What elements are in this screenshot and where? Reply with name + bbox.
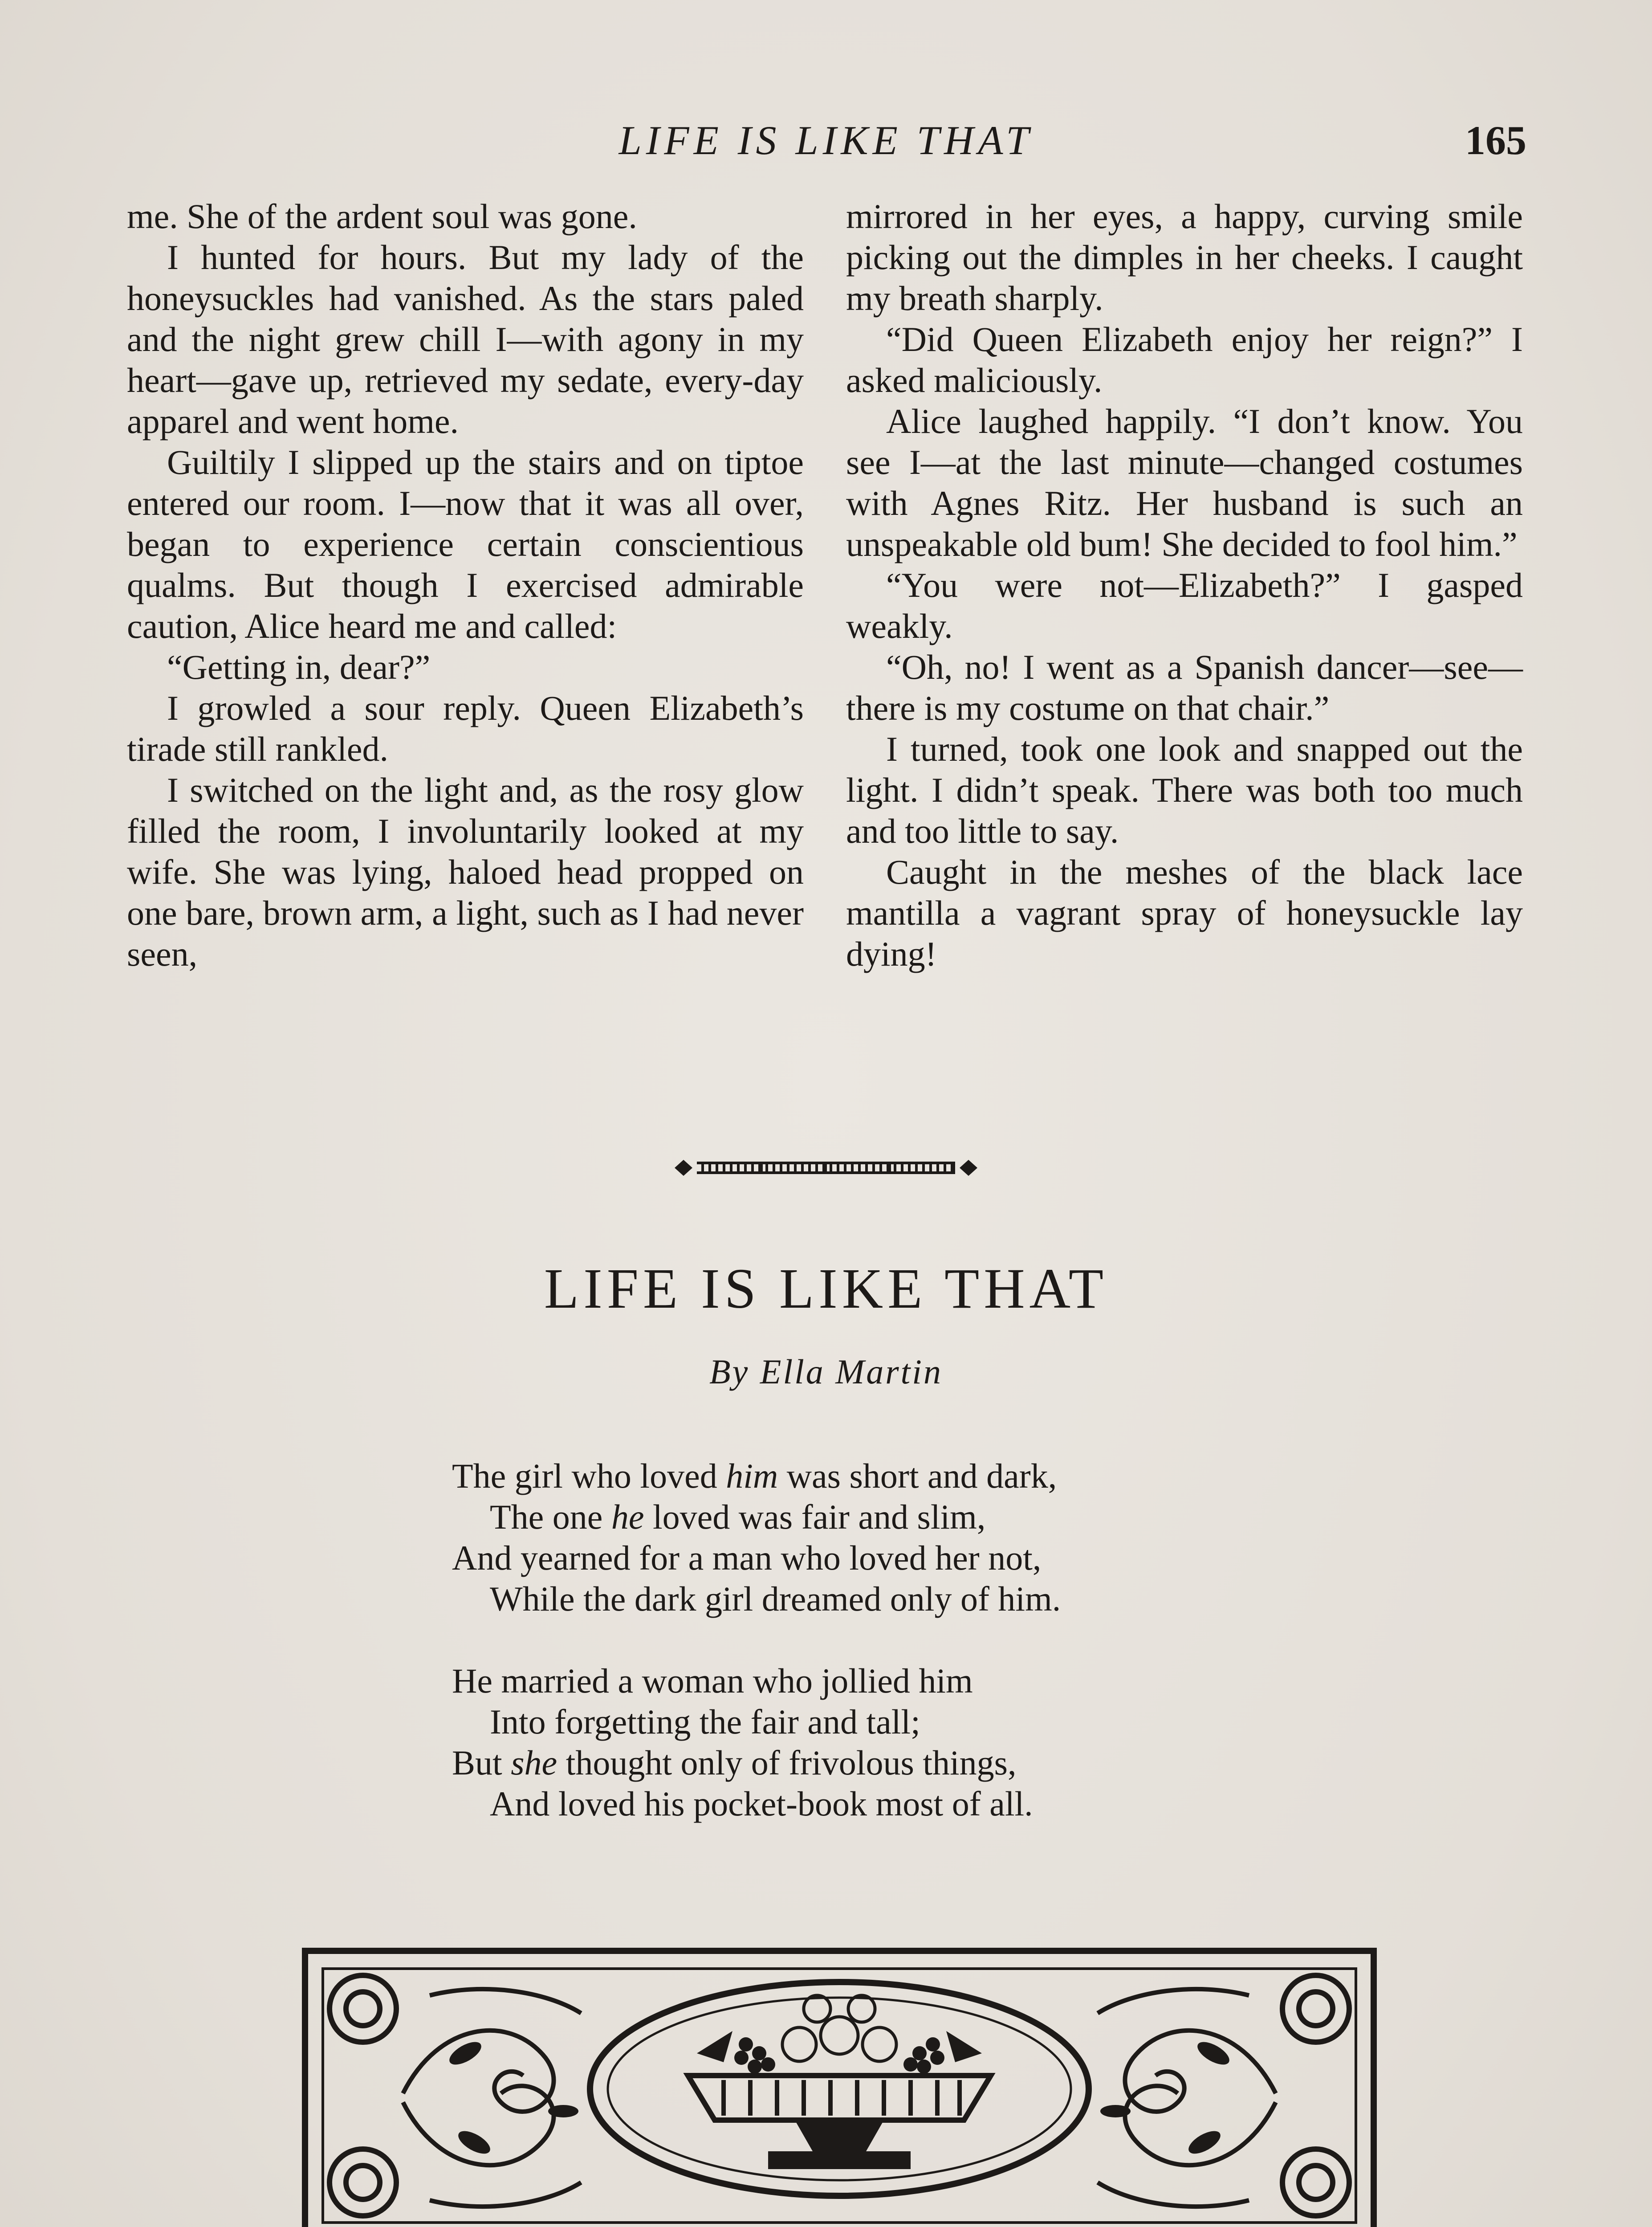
poem-stanza bbox=[452, 1660, 1298, 1824]
byline: By Ella Martin bbox=[709, 1352, 943, 1391]
poem-line: Into forgetting the fair and tall; bbox=[490, 1702, 920, 1741]
paragraph: “You were not—Elizabeth?” I gasped weakly. bbox=[846, 566, 1523, 645]
paragraph: I growled a sour reply. Queen Elizabeth’s tirade still rankled. bbox=[127, 689, 804, 768]
right-column bbox=[846, 196, 1523, 975]
paragraph: Alice laughed happily. “I don’t know. You see I—at the last minute—changed costumes with Agnes Ritz. Her husband is such an unspeakable old bum! She decided to fool him.” bbox=[846, 402, 1523, 563]
paragraph: “Did Queen Elizabeth enjoy her reign?” I asked maliciously. bbox=[846, 320, 1523, 400]
paragraph: “Oh, no! I went as a Spanish dancer—see—there is my costume on that chair.” bbox=[846, 648, 1523, 727]
paragraph: I turned, took one look and snapped out the light. I didn’t speak. There was both too much and too little to say. bbox=[846, 730, 1523, 850]
story-title: LIFE IS LIKE THAT bbox=[544, 1257, 1108, 1320]
paragraph: Caught in the meshes of the black lace mantilla a vagrant spray of honeysuckle lay dying! bbox=[846, 852, 1523, 973]
paragraph: I switched on the light and, as the rosy glow filled the room, I involuntarily looked at my wife. She was lying, haloed head propped on one bare, brown arm, a light, such as I had never seen, bbox=[127, 771, 804, 973]
paragraph: mirrored in her eyes, a happy, curving smile picking out the dimples in her cheeks. I caught my breath sharply. bbox=[846, 197, 1523, 318]
paragraph: Guiltily I slipped up the stairs and on tiptoe entered our room. I—now that it was all over, began to experience certain conscientious qualms. But though I exercised admirable caution, Alice heard me and called: bbox=[127, 443, 804, 645]
fruit-bowl-ornament bbox=[296, 1942, 1383, 2227]
page-number: 165 bbox=[1465, 118, 1526, 163]
poem-line: The one he loved was fair and slim, bbox=[490, 1497, 986, 1536]
poem-line: And yearned for a man who loved her not, bbox=[452, 1538, 1042, 1577]
poem-stanza bbox=[452, 1456, 1298, 1619]
poem-line: While the dark girl dreamed only of him. bbox=[490, 1579, 1061, 1618]
paragraph: me. She of the ardent soul was gone. bbox=[127, 197, 637, 236]
section-divider-ornament bbox=[670, 1154, 982, 1181]
poem-line: But she thought only of frivolous things, bbox=[452, 1743, 1017, 1782]
paragraph: I hunted for hours. But my lady of the honeysuckles had vanished. As the stars paled and the night grew chill I—with agony in my heart—gave up, retrieved my sedate, every-day apparel and went home. bbox=[127, 238, 804, 441]
paragraph: “Getting in, dear?” bbox=[167, 648, 431, 686]
poem-line: The girl who loved him was short and dark, bbox=[452, 1456, 1057, 1495]
running-title: LIFE IS LIKE THAT bbox=[618, 118, 1034, 163]
poem-line: And loved his pocket-book most of all. bbox=[490, 1784, 1033, 1823]
poem-line: He married a woman who jollied him bbox=[452, 1661, 973, 1700]
left-column bbox=[127, 196, 804, 975]
